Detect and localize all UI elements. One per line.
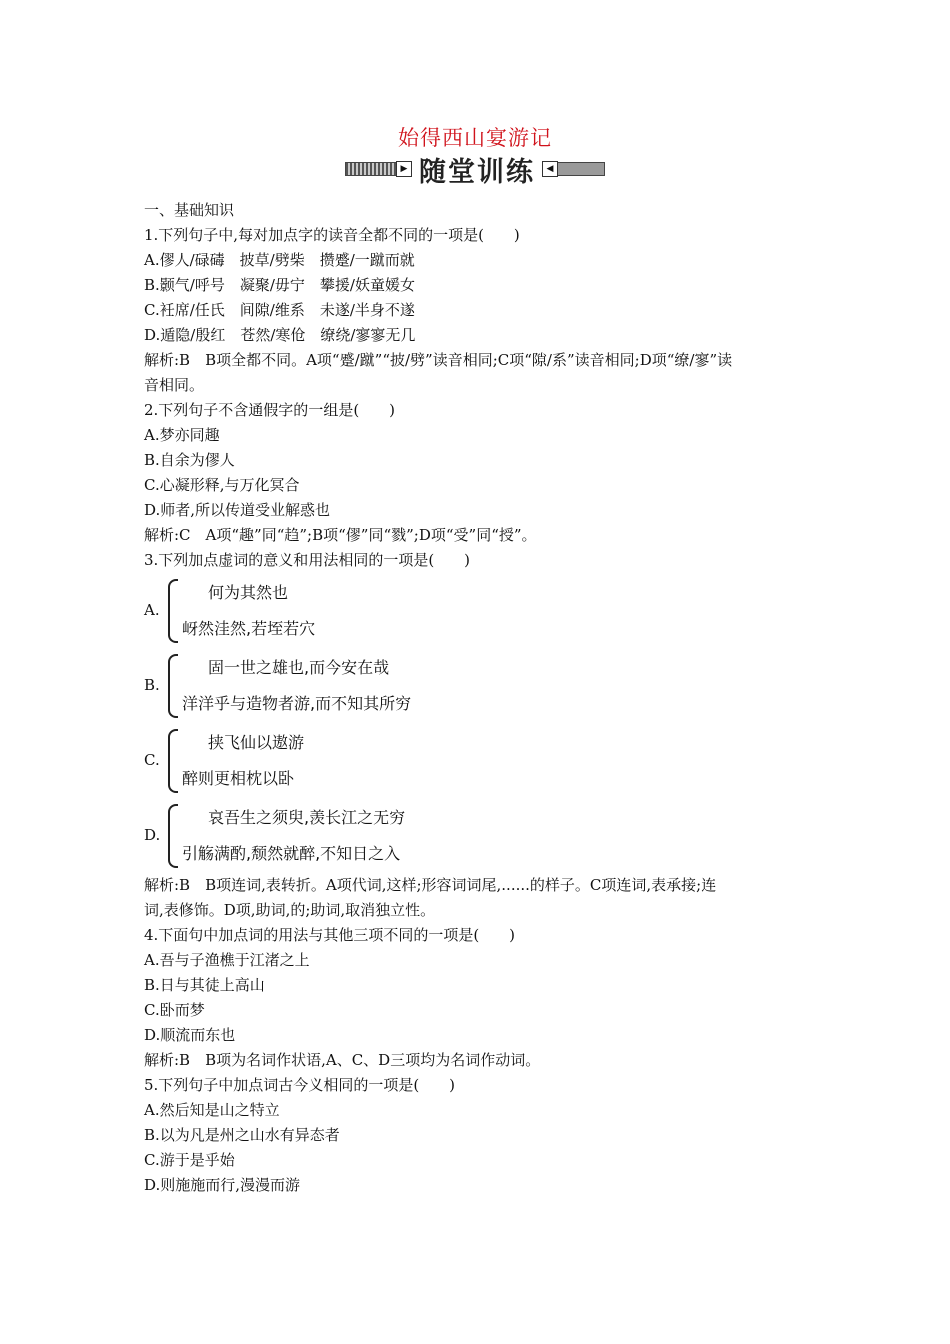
q2-analysis: 解析:C A项“趣”同“趋”;B项“僇”同“戮”;D项“受”同“授”。 (144, 526, 537, 544)
q3-option-top: 挟飞仙以遨游 (208, 732, 305, 752)
q3-option-d (144, 798, 816, 873)
banner-right-bar (543, 162, 605, 176)
play-icon: ▶ (396, 161, 412, 177)
question-content (144, 198, 816, 1198)
q3-analysis-line1: 解析:B B项连词,表转折。A项代词,这样;形容词词尾,......的样子。C项连词,表承接;连 (144, 876, 717, 894)
q5-option-c: C.游于是乎始 (144, 1151, 235, 1169)
q2-option-c: C.心凝形释,与万化冥合 (144, 476, 300, 494)
q1-analysis-line2: 音相同。 (144, 376, 205, 394)
q1-stem: 1.下列句子中,每对加点字的读音全都不同的一项是( ) (144, 226, 520, 244)
q4-option-d: D.顺流而东也 (144, 1026, 236, 1044)
q3-option-label: D. (144, 826, 161, 844)
q3-option-top: 哀吾生之须臾,羡长江之无穷 (208, 807, 406, 827)
q3-option-label: C. (144, 751, 160, 769)
q1-option-a: A.僇人/碌碡 披草/劈柴 攒蹙/一蹴而就 (144, 251, 415, 269)
q3-brace-group (168, 579, 315, 643)
left-brace-icon (168, 729, 178, 793)
left-brace-icon (168, 804, 178, 868)
left-brace-icon (168, 654, 178, 718)
rewind-icon: ◀ (542, 161, 558, 177)
q4-option-b: B.日与其徒上高山 (144, 976, 265, 994)
q3-brace-group (168, 729, 304, 793)
q3-analysis-line2: 词,表修饰。D项,助词,的;助词,取消独立性。 (144, 901, 436, 919)
q3-stem: 3.下列加点虚词的意义和用法相同的一项是( ) (144, 551, 471, 569)
q3-option-c (144, 723, 816, 798)
q3-option-top: 何为其然也 (208, 582, 289, 602)
q2-stem: 2.下列句子不含通假字的一组是( ) (144, 401, 396, 419)
q3-option-top: 固一世之雄也,而今安在哉 (208, 657, 390, 677)
q5-option-a: A.然后知是山之特立 (144, 1101, 280, 1119)
section-banner (0, 150, 950, 188)
q3-option-bottom: 洋洋乎与造物者游,而不知其所穷 (182, 693, 412, 713)
document-title: 始得西山宴游记 (398, 126, 552, 150)
q5-option-d: D.则施施而行,漫漫而游 (144, 1176, 301, 1194)
banner-left-bar (345, 162, 411, 176)
q4-analysis: 解析:B B项为名词作状语,A、C、D三项均为名词作动词。 (144, 1051, 541, 1069)
q2-option-d: D.师者,所以传道受业解惑也 (144, 501, 331, 519)
q5-stem: 5.下列句子中加点词古今义相同的一项是( ) (144, 1076, 456, 1094)
q3-option-label: A. (144, 601, 160, 619)
q2-option-a: A.梦亦同趣 (144, 426, 220, 444)
section-heading: 一、基础知识 (144, 201, 235, 219)
q3-option-b (144, 648, 816, 723)
q3-option-bottom: 引觞满酌,颓然就醉,不知日之入 (182, 843, 401, 863)
q4-option-c: C.卧而梦 (144, 1001, 205, 1019)
banner-title: 随堂训练 (419, 156, 535, 188)
q3-brace-group (168, 654, 411, 718)
q2-option-b: B.自余为僇人 (144, 451, 235, 469)
q5-option-b: B.以为凡是州之山水有异态者 (144, 1126, 340, 1144)
q1-option-c: C.衽席/任氏 间隙/维系 未遂/半身不遂 (144, 301, 415, 319)
q3-brace-group (168, 804, 405, 868)
q4-stem: 4.下面句中加点词的用法与其他三项不同的一项是( ) (144, 926, 516, 944)
q3-option-bottom: 醉则更相枕以卧 (182, 768, 295, 788)
q1-option-d: D.遁隐/殷红 苍然/寒伧 缭绕/寥寥无几 (144, 326, 416, 344)
q1-analysis-line1: 解析:B B项全都不同。A项“蹙/蹴”“披/劈”读音相同;C项“隙/系”读音相同;D项“缭/寥”读 (144, 351, 733, 369)
q3-option-a (144, 573, 816, 648)
left-brace-icon (168, 579, 178, 643)
q4-option-a: A.吾与子渔樵于江渚之上 (144, 951, 310, 969)
q3-option-label: B. (144, 676, 160, 694)
q3-option-bottom: 岈然洼然,若垤若穴 (182, 618, 316, 638)
q1-option-b: B.颢气/呼号 凝聚/毋宁 攀援/妖童媛女 (144, 276, 415, 294)
